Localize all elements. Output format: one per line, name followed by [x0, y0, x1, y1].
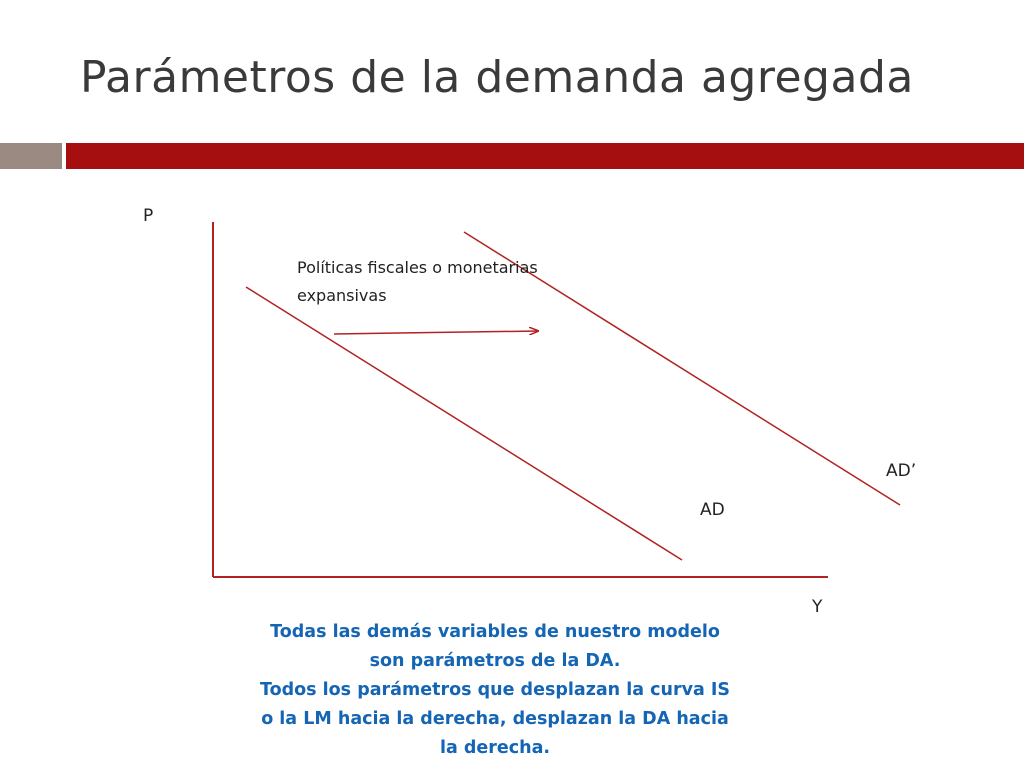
- caption-line: o la LM hacia la derecha, desplazan la DA hacia: [261, 709, 729, 729]
- price-axis-label: P: [143, 206, 154, 226]
- caption: [212, 618, 778, 763]
- caption-line: son parámetros de la DA.: [369, 651, 621, 671]
- ad-curve-label: AD: [700, 500, 725, 520]
- slide-title: Parámetros de la demanda agregada: [80, 52, 914, 103]
- caption-line: la derecha.: [439, 738, 551, 758]
- policy-annotation: [297, 254, 538, 310]
- shift-arrow: [334, 331, 538, 334]
- ad-prime-curve-label: AD’: [886, 461, 917, 481]
- annotation-line: expansivas: [297, 286, 387, 305]
- caption-line: Todos los parámetros que desplazan la curva IS: [259, 680, 731, 700]
- output-axis-label: Y: [812, 597, 823, 617]
- annotation-line: Políticas fiscales o monetarias: [297, 258, 538, 277]
- caption-line: Todas las demás variables de nuestro modelo: [270, 622, 720, 642]
